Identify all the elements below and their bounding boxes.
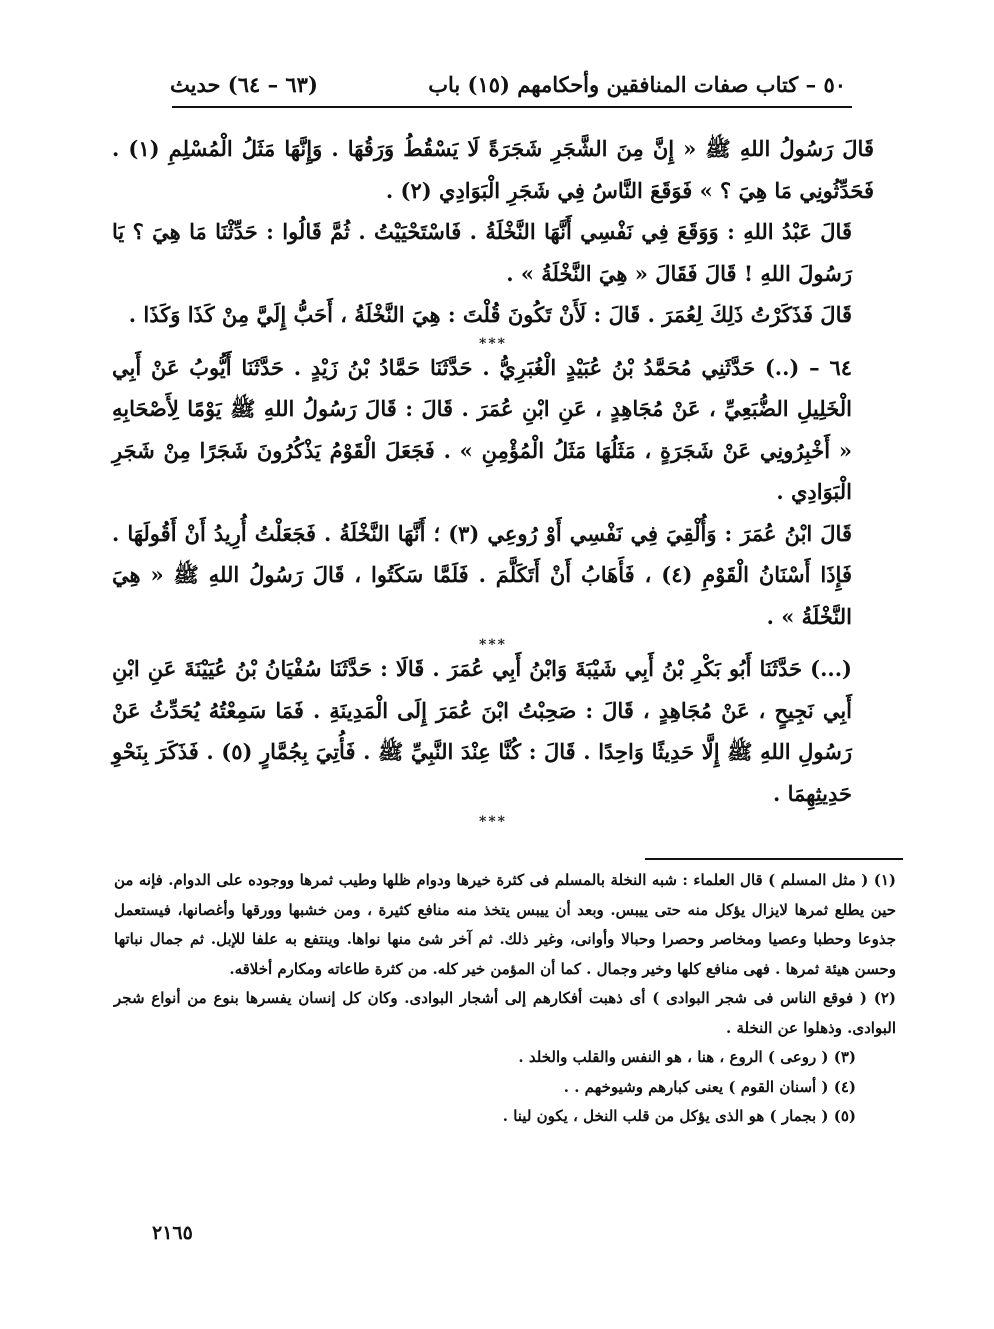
footnote-1: (١) ( مثل المسلم ) قال العلماء : شبه النخلة بالمسلم فى كثرة خيرها ودوام ظلها وطيب ثمرها ووجوده على الدوام. فإنه من حين يطلع ثمرها لايزال يؤكل منه حتى ييبس. وبعد أن ييبس يتخذ منه منافع كثيرة ، ومن خشبها وورقها وأغصانها، فيستعمل جذوعا وحطبا وعصيا ومخاصر وحصرا وحبالا وأوانى، وغير ذلك. ثم آخر شئ منها نواها. وينتفع به علفا للإبل. ثم جمال نباتها وحسن هيئة ثمرها . فهى منافع كلها وخير وجمال . كما أن المؤمن خير كله. من كثرة طاعاته ومكارم أخلاقه.	[114, 871, 896, 978]
header-hadith-range: (٦٣ – ٦٤) حديث	[170, 72, 318, 97]
section-separator: ***	[479, 335, 507, 352]
hadith-paragraph-5: قَالَ ابْنُ عُمَرَ : وَأُلْقِيَ فِي نَفْسِي أَوْ رُوعِي (٣) ؛ أَنَّهَا النَّخْلَةُ . فَجَعَلْتُ أُرِيدُ أَنْ أَقُولَهَا . فَإِذَا أَسْنَانُ الْقَوْمِ (٤) ، فَأَهَابُ أَنْ أَتَكَلَّمَ . فَلَمَّا سَكَتُوا ، قَالَ رَسُولُ اللهِ ﷺ « هِيَ النَّخْلَةُ » .	[112, 520, 852, 629]
hadith-paragraph-1: قَالَ رَسُولُ اللهِ ﷺ « إِنَّ مِنَ الشَّجَرِ شَجَرَةً لَا يَسْقُطُ وَرَقُهَا . وَإِنَّهَا مَثَلُ الْمُسْلِمِ (١) . فَحَدِّثُونِي مَا هِيَ ؟ » فَوَقَعَ النَّاسُ فِي شَجَرِ الْبَوَادِي (٢) .	[112, 136, 874, 203]
footnote-divider	[645, 858, 903, 860]
hadith-paragraph-2: قَالَ عَبْدُ اللهِ : وَوَقَعَ فِي نَفْسِي أَنَّهَا النَّخْلَةُ . فَاسْتَحْيَيْتُ . ثُمَّ قَالُوا : حَدِّثْنَا مَا هِيَ ؟ يَا رَسُولَ اللهِ ! قَالَ فَقَالَ « هِيَ النَّخْلَةُ » .	[112, 219, 852, 286]
hadith-64: ٦٤ – (..) حَدَّثَنِي مُحَمَّدُ بْنُ عُبَيْدٍ الْغُبَرِيُّ . حَدَّثَنَا حَمَّادُ بْنُ زَيْدٍ . حَدَّثَنَا أَيُّوبُ عَنْ أَبِي الْخَلِيلِ الضُّبَعِيِّ ، عَنْ مُجَاهِدٍ ، عَنِ ابْنِ عُمَرَ . قَالَ : قَالَ رَسُولُ اللهِ ﷺ يَوْمًا لِأَصْحَابِهِ « أَخْبِرُونِي عَنْ شَجَرَةٍ ، مَثَلُهَا مَثَلُ الْمُؤْمِنِ » . فَجَعَلَ الْقَوْمُ يَذْكُرُونَ شَجَرًا مِنْ شَجَرِ الْبَوَادِي .	[112, 354, 852, 504]
section-separator: ***	[479, 814, 507, 830]
hadith-paragraph-3: قَالَ فَذَكَرْتُ ذَلِكَ لِعُمَرَ . قَالَ : لَأَنْ تَكُونَ قُلْتَ : هِيَ النَّخْلَةُ ، أَحَبُّ إِلَيَّ مِنْ كَذَا وَكَذَا .	[128, 302, 852, 327]
section-separator: ***	[479, 637, 507, 653]
footnote-2: (٢) ( فوقع الناس فى شجر البوادى ) أى ذهبت أفكارهم إلى أشجار البوادى. وكان كل إنسان يفسرها بنوع من أنواع شجر البوادى. وذهلوا عن النخلة .	[114, 989, 896, 1037]
hadith-text	[112, 128, 874, 830]
footnotes	[114, 866, 896, 1132]
header-book-title: ٥٠ – كتاب صفات المنافقين وأحكامهم (١٥) باب	[428, 72, 846, 97]
hadith-paragraph-6: (...) حَدَّثَنَا أَبُو بَكْرِ بْنُ أَبِي شَيْبَةَ وَابْنُ أَبِي عُمَرَ . قَالَا : حَدَّثَنَا سُفْيَانُ بْنُ عُيَيْنَةَ عَنِ ابْنِ أَبِي نَجِيحٍ ، عَنْ مُجَاهِدٍ ، قَالَ : صَحِبْتُ ابْنَ عُمَرَ إِلَى الْمَدِينَةِ . فَمَا سَمِعْتُهُ يُحَدِّثُ عَنْ رَسُولِ اللهِ ﷺ إِلَّا حَدِيثًا وَاحِدًا . قَالَ : كُنَّا عِنْدَ النَّبِيِّ ﷺ . فَأُتِيَ بِجُمَّارٍ (٥) . فَذَكَرَ بِنَحْوِ حَدِيثِهِمَا .	[112, 656, 852, 806]
header-divider	[172, 106, 852, 108]
footnote-4: (٤) ( أسنان القوم ) يعنى كبارهم وشيوخهم . .	[563, 1077, 856, 1096]
footnote-5: (٥) ( بجمار ) هو الذى يؤكل من قلب النخل ، يكون لينا .	[502, 1107, 856, 1125]
running-header	[170, 72, 846, 102]
page-number: ٢١٦٥	[152, 1222, 193, 1244]
footnote-3: (٣) ( روعى ) الروع ، هنا ، هو النفس والقلب والخلد .	[518, 1048, 856, 1066]
